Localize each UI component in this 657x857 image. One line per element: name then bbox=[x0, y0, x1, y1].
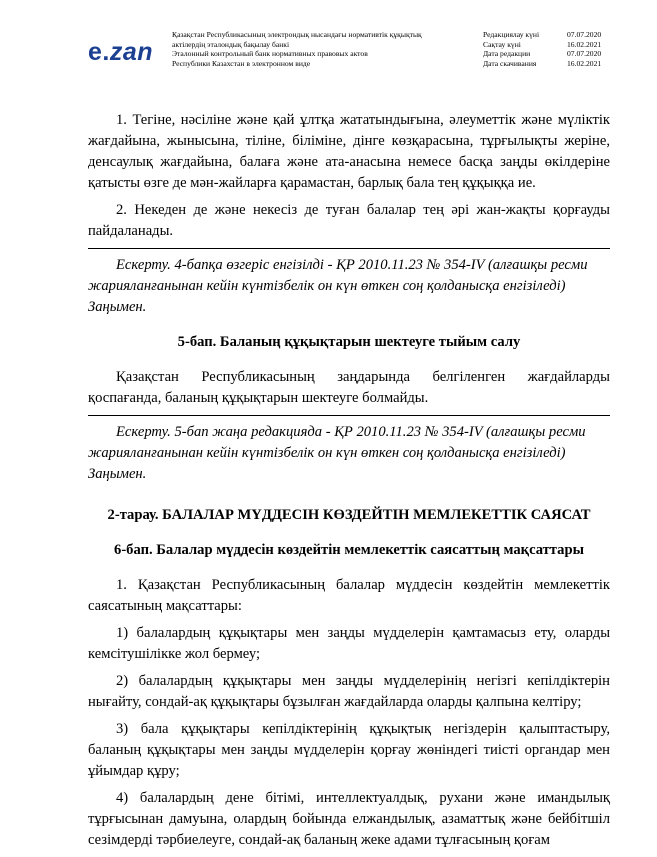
header-line: Эталонный контрольный банк нормативных правовых актов bbox=[172, 49, 368, 59]
meta-row: Дата редакции 07.07.2020 bbox=[483, 49, 602, 59]
paragraph: 2. Некеден де және некесiз де туған балалар тең әрi жан-жақты қорғауды пайдаланады. bbox=[88, 202, 610, 239]
chapter-heading: 2-тарау. БАЛАЛАР МҮДДЕСІН КӨЗДЕЙТІН МЕМЛЕКЕТТІК САЯСАТ bbox=[107, 507, 591, 523]
divider bbox=[88, 415, 610, 416]
page-header bbox=[88, 30, 608, 80]
meta-row: Дата скачивания 16.02.2021 bbox=[483, 58, 602, 68]
header-title-lines bbox=[172, 30, 472, 68]
article-heading: 5-бап. Баланың құқықтарын шектеуге тыйым салу bbox=[177, 334, 521, 350]
meta-row: Редакциялау күні 07.07.2020 bbox=[483, 30, 602, 39]
paragraph: 2) балалардың құқықтары мен заңды мүдделерiнiң негiзгi кепiлдiктерiн нығайту, сондай-ақ құқықтары бұзылған жағдайларда оларды қалпына келтiру; bbox=[88, 673, 610, 710]
divider bbox=[88, 248, 610, 249]
paragraph: 1) балалардың құқықтары мен заңды мүдделерiн қамтамасыз ету, оларды кемсiтушiлiкке жол бермеу; bbox=[88, 625, 610, 662]
paragraph: 1. Қазақстан Республикасының балалар мүддесін көздейтін мемлекеттік саясатының мақсаттары: bbox=[88, 577, 610, 614]
article-heading: 6-бап. Балалар мүддесiн көздейтiн мемлекеттік саясаттың мақсаттары bbox=[114, 542, 584, 558]
header-line: Республики Казахстан в электронном виде bbox=[172, 58, 311, 68]
paragraph: 1. Тегіне, нәсiлiне және қай ұлтқа жататындығына, әлеуметтік және мүлiктiк жағдайына, жынысына, тiлiне, бiлiмiне, дiнге көзқарасына, тұрғылықты жерiне, денсаулық жағдайына, балаға және ата-анасына немесе басқа заңды өкiлдерiне қатысты өзге де мән-жайларға қарамастан, барлық бала тең құқыққа ие. bbox=[88, 112, 610, 191]
paragraph: 3) бала құқықтары кепiлдiктерiнiң құқықтық негiздерiн қалыптастыру, баланың құқықтары мен заңды мүдделерін қорғау жөніндегі тиісті органдар мен ұйымдар құру; bbox=[88, 721, 610, 779]
header-line: актілердің эталондық бақылау банкі bbox=[172, 39, 290, 49]
header-meta bbox=[483, 30, 613, 68]
meta-row: Сақтау күні 16.02.2021 bbox=[483, 39, 602, 49]
document-body bbox=[88, 110, 610, 857]
amendment-note: Ескерту. 5-бап жаңа редакцияда - ҚР 2010.11.23 № 354-IV (алғашқы ресми жарияланғанынан кейін күнтізбелік он күн өткен соң қолданысқа енгiзiледi) Заңымен. bbox=[88, 424, 586, 482]
paragraph: Қазақстан Республикасының заңдарында белгіленген жағдайларды қоспағанда, баланың құқықтарын шектеуге болмайды. bbox=[88, 369, 610, 406]
paragraph: 4) балалардың дене бiтiмi, интеллектуалдық, рухани және имандылық тұрғысынан дамуына, олардың бойында елжандылық, азаматтық және бейбiтшiл сезiмдердi тәрбиелеуге, сондай-ақ баланың жеке адами тұлғасының қоғам bbox=[88, 790, 610, 848]
header-line: Қазақстан Республикасының электрондық нысандағы нормативтік құқықтық bbox=[172, 30, 422, 39]
ezan-logo: e.zan bbox=[88, 38, 154, 66]
amendment-note: Ескерту. 4-бапқа өзгеріс енгізілді - ҚР 2010.11.23 № 354-IV (алғашқы ресми жарияланғанынан кейін күнтізбелік он күн өткен соң қолданысқа енгiзiледi) Заңымен. bbox=[88, 257, 588, 315]
